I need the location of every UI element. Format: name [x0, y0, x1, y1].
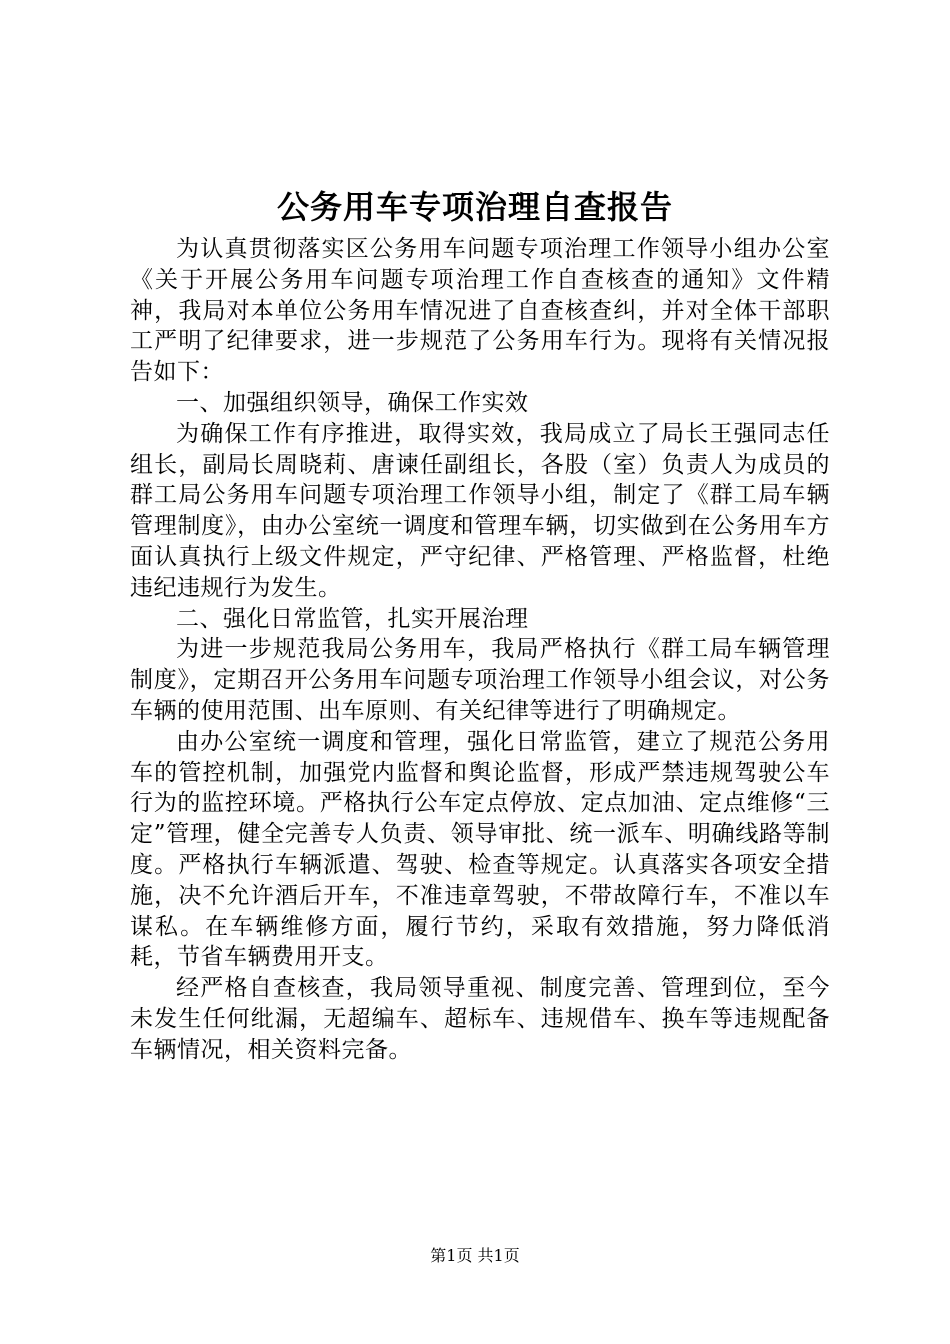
conclusion-paragraph: 经严格自查核查，我局领导重视、制度完善、管理到位，至今未发生任何纰漏，无超编车、超标车、违规借车、换车等违规配备车辆情况，相关资料完备。 — [130, 975, 830, 1063]
section-2-paragraph-2: 由办公室统一调度和管理，强化日常监管，建立了规范公务用车的管控机制，加强党内监督和舆论监督，形成严禁违规驾驶公车行为的监控环境。严格执行公车定点停放、定点加油、定点维修“三定”管理，健全完善专人负责、领导审批、统一派车、明确线路等制度。严格执行车辆派遣、驾驶、检查等规定。认真落实各项安全措施，决不允许酒后开车，不准违章驾驶，不带故障行车，不准以车谋私。在车辆维修方面，履行节约，采取有效措施，努力降低消耗，节省车辆费用开支。 — [130, 728, 830, 971]
section-1-paragraph: 为确保工作有序推进，取得实效，我局成立了局长王强同志任组长，副局长周晓莉、唐谏任副组长，各股（室）负责人为成员的群工局公务用车问题专项治理工作领导小组，制定了《群工局车辆管理制度》，由办公室统一调度和管理车辆，切实做到在公务用车方面认真执行上级文件规定，严守纪律、严格管理、严格监督，杜绝违纪违规行为发生。 — [130, 420, 830, 601]
document-body — [130, 234, 830, 1066]
intro-paragraph: 为认真贯彻落实区公务用车问题专项治理工作领导小组办公室《关于开展公务用车问题专项治理工作自查核查的通知》文件精神，我局对本单位公务用车情况进了自查核查纠，并对全体干部职工严明了纪律要求，进一步规范了公务用车行为。现将有关情况报告如下： — [130, 236, 830, 386]
section-heading-2: 二、强化日常监管，扎实开展治理 — [176, 605, 529, 632]
document-title: 公务用车专项治理自查报告 — [276, 188, 673, 226]
section-2-paragraph-1: 为进一步规范我局公务用车，我局严格执行《群工局车辆管理制度》，定期召开公务用车问题专项治理工作领导小组会议，对公务车辆的使用范围、出车原则、有关纪律等进行了明确规定。 — [130, 636, 830, 724]
section-heading-1: 一、加强组织领导，确保工作实效 — [176, 389, 529, 416]
page-number-footer: 第1页 共1页 — [430, 1246, 520, 1265]
